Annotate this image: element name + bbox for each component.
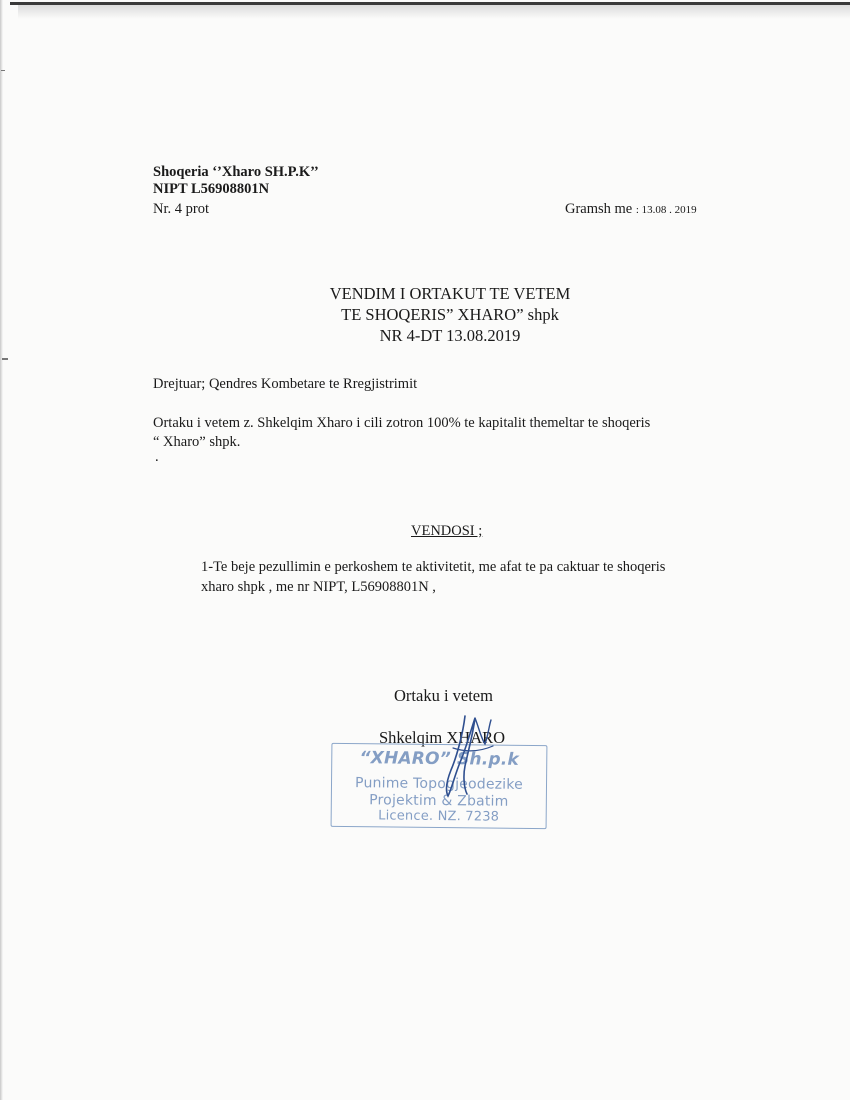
document-title-line-3: NR 4-DT 13.08.2019 (379, 326, 521, 345)
place-date (565, 201, 697, 219)
intro-paragraph-line-1: Ortaku i vetem z. Shkelqim Xharo i cili zotron 100% te kapitalit themeltar te shoqeris (153, 415, 651, 431)
stamp-company: “XHARO” Sh.p.k (359, 748, 520, 770)
scan-artifact-mark (2, 358, 8, 360)
stamp-service-1: Punime Topogjeodezike (355, 775, 524, 793)
addressee: Drejtuar; Qendres Kombetare te Rregjistrimit (153, 376, 418, 392)
stamp-licence: Licence. NZ. 7238 (378, 808, 500, 825)
scan-left-edge (0, 0, 3, 1100)
decision-item-line-2: xharo shpk , me nr NIPT, L56908801N , (201, 579, 436, 595)
decision-item-line-1: 1-Te beje pezullimin e perkoshem te aktivitetit, me afat te pa caktuar te shoqeris (201, 559, 666, 575)
signatory-role: Ortaku i vetem (394, 686, 493, 705)
signatory-name: Shkelqim XHARO (379, 728, 506, 747)
scan-artifact-mark (1, 70, 5, 71)
protocol-number: Nr. 4 prot (153, 201, 209, 217)
company-name: Shoqeria ‘’Xharo SH.P.K’’ (153, 164, 319, 180)
stray-dot: . (155, 449, 159, 465)
document-title-line-2: TE SHOQERIS” XHARO” shpk (341, 305, 559, 324)
decision-heading: VENDOSI ; (411, 523, 483, 539)
handwritten-signature (435, 708, 505, 808)
scan-top-shadow (18, 5, 850, 19)
stamp-service-2: Projektim & Zbatim (369, 792, 509, 810)
document-title-line-1: VENDIM I ORTAKUT TE VETEM (329, 284, 571, 303)
intro-paragraph-line-2: “ Xharo” shpk. (153, 434, 241, 450)
company-nipt: NIPT L56908801N (153, 181, 270, 197)
place-date-value: : 13.08 . 2019 (635, 204, 697, 216)
place-date-prefix: Gramsh me (565, 201, 633, 217)
